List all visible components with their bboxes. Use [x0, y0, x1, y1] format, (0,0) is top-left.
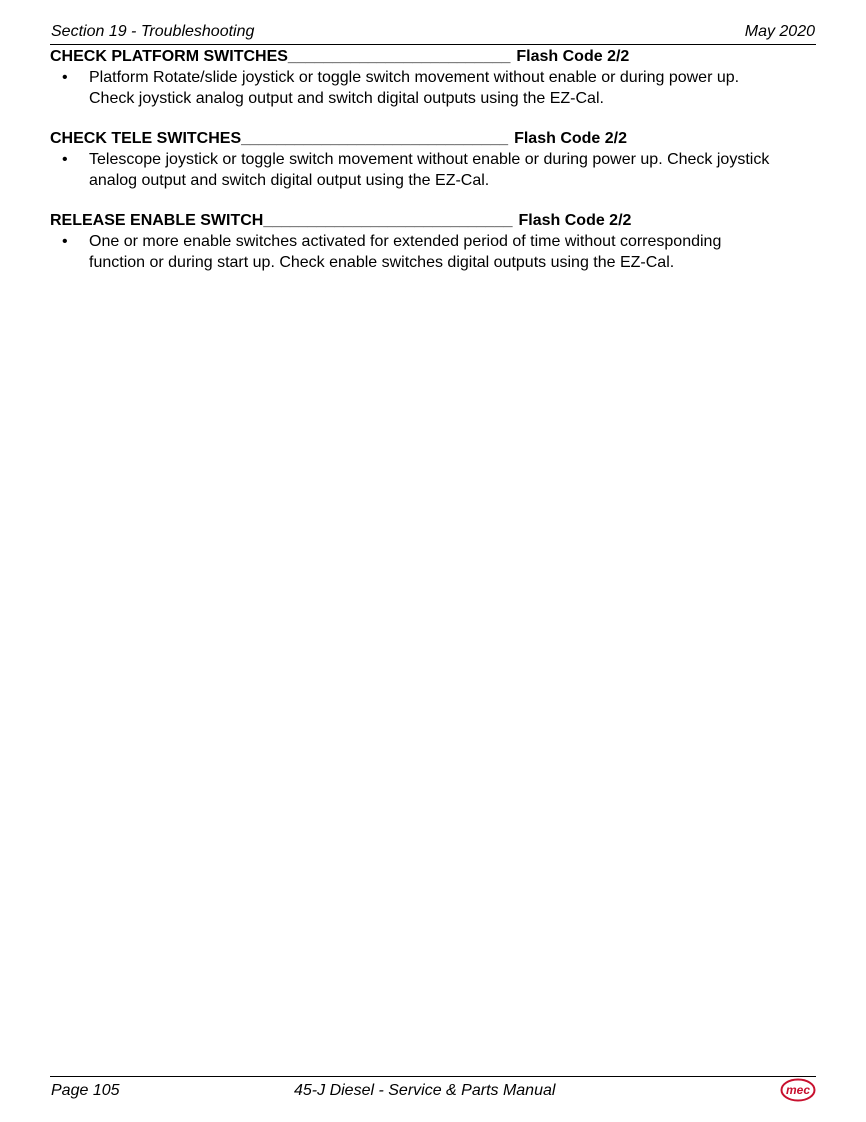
troubleshooting-entry [50, 211, 820, 273]
bullet-item [50, 67, 820, 109]
entry-title-row [50, 211, 820, 231]
bullet-icon: • [62, 233, 68, 250]
flash-code: Flash Code 2/2 [516, 48, 630, 65]
leader-line: ______________________________ [241, 130, 509, 147]
troubleshooting-entry [50, 129, 820, 191]
entry-title-row [50, 47, 820, 67]
bullet-line: analog output and switch digital output using the EZ-Cal. [89, 172, 490, 189]
bullet-line: Platform Rotate/slide joystick or toggle switch movement without enable or during power up. [89, 69, 740, 86]
troubleshooting-entry [50, 47, 820, 109]
entry-title: CHECK TELE SWITCHES [50, 130, 242, 147]
leader-line: ____________________________ [263, 212, 513, 229]
bullet-icon: • [62, 69, 68, 86]
date-label: May 2020 [744, 23, 815, 40]
bullet-line: function or during start up. Check enable switches digital outputs using the EZ-Cal. [89, 254, 675, 271]
page-header [50, 22, 816, 45]
bullet-line: One or more enable switches activated for extended period of time without corresponding [89, 233, 722, 250]
flash-code: Flash Code 2/2 [514, 130, 627, 147]
page-number: Page 105 [51, 1082, 120, 1099]
logo-text: mec [785, 1083, 811, 1097]
entry-title: CHECK PLATFORM SWITCHES [50, 48, 288, 65]
leader-line: _________________________ [287, 48, 511, 65]
entry-title-row [50, 129, 820, 149]
mec-logo-icon [780, 1078, 816, 1102]
entry-title: RELEASE ENABLE SWITCH [50, 212, 264, 229]
section-label: Section 19 - Troubleshooting [51, 23, 255, 40]
manual-title: 45-J Diesel - Service & Parts Manual [294, 1082, 556, 1099]
bullet-line: Check joystick analog output and switch digital outputs using the EZ-Cal. [89, 90, 604, 107]
bullet-item [50, 231, 820, 273]
flash-code: Flash Code 2/2 [518, 212, 632, 229]
page-footer [50, 1076, 816, 1107]
main-content [50, 47, 820, 293]
bullet-item [50, 149, 820, 191]
bullet-icon: • [62, 151, 68, 168]
bullet-line: Telescope joystick or toggle switch movement without enable or during power up. Check joystick [89, 151, 770, 168]
